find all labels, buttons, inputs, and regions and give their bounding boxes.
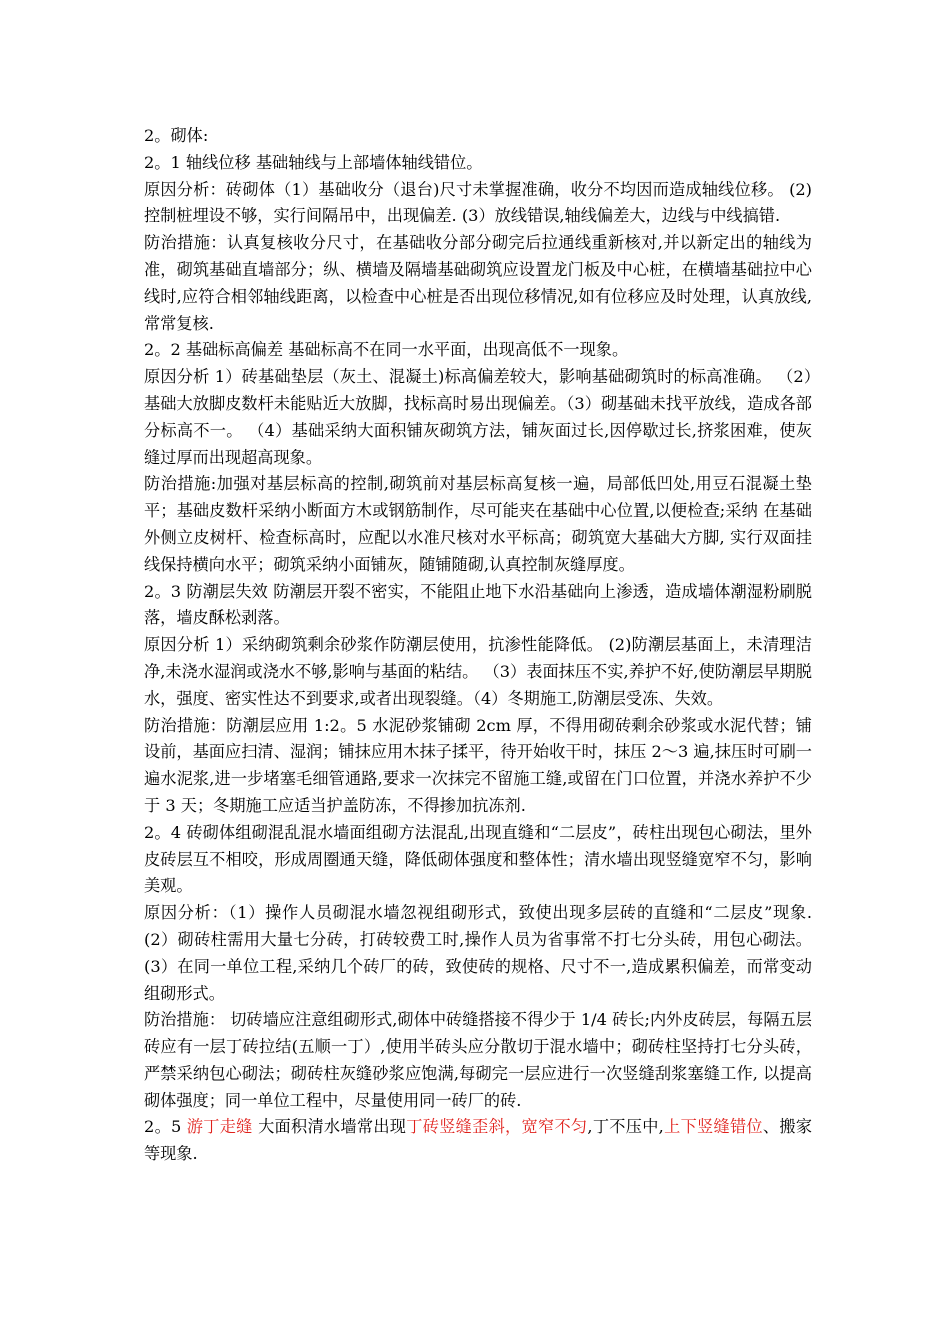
highlight-title: 游丁走缝 — [186, 1117, 253, 1137]
cause-analysis-bond: 原因分析：（1）操作人员砌混水墙忽视组砌形式，致使出现多层砖的直缝和“二层皮”现象. (2）砌砖柱需用大量七分砖，打砖较费工时,操作人员为省事常不打七分头砖，用包心砌法。(3）在同一单位工程,采纳几个砖厂的砖，致使砖的规格、尺寸不一,造成累积偏差，而常变动组砌形式。 — [144, 903, 812, 1003]
document-page — [144, 123, 812, 1168]
subsection-number: 2。5 — [144, 1117, 187, 1137]
highlight-phrase: 上下竖缝错位 — [663, 1117, 763, 1137]
subsection-dampproof-failure: 2。3 防潮层失效 防潮层开裂不密实，不能阻止地下水沿基础向上渗透，造成墙体潮湿粉刷脱落，墙皮酥松剥落。 — [144, 581, 812, 628]
subsection-elevation-deviation: 2。2 基础标高偏差 基础标高不在同一水平面，出现高低不一现象。 — [144, 340, 629, 360]
prevention-axis: 防治措施：认真复核收分尺寸，在基础收分部分砌完后拉通线重新核对,并以新定出的轴线为准，砌筑基础直墙部分；纵、横墙及隔墙基础砌筑应设置龙门板及中心桩，在横墙基础拉中心线时,应符合相邻轴线距离，以检查中心桩是否出现位移情况,如有位移应及时处理，认真放线,常常复核. — [144, 233, 812, 333]
text-segment: ,丁不压中, — [587, 1117, 664, 1137]
highlight-phrase: 丁砖竖缝歪斜，宽窄不匀 — [406, 1117, 588, 1137]
prevention-dampproof: 防治措施：防潮层应用 1:2。5 水泥砂浆铺砌 2cm 厚，不得用砌砖剩余砂浆或水泥代替；铺设前，基面应扫清、湿润；铺抹应用木抹子揉平，待开始收干时，抹压 2～3 遍,抹压时可刷一遍水泥浆,进一步堵塞毛细管通路,要求一次抹完不留施工缝,或留在门口位置，并浇水养护不少于 3 天；冬期施工应适当护盖防冻，不得掺加抗冻剂. — [144, 715, 812, 815]
prevention-elevation: 防治措施:加强对基层标高的控制,砌筑前对基层标高复核一遍，局部低凹处,用豆石混凝土垫 平；基础皮数杆采纳小断面方木或钢筋制作，尽可能夹在基础中心位置,以便检查;采纳 在基础外侧立皮树杆、检查标高时，应配以水准尺核对水平标高；砌筑宽大基础大方脚, 实行双面挂线保持横向水平；砌筑采纳小面铺灰，随铺随砌,认真控制灰缝厚度。 — [144, 474, 812, 574]
subsection-bond-disorder: 2。4 砖砌体组砌混乱混水墙面组砌方法混乱,出现直缝和“二层皮”，砖柱出现包心砌法，里外皮砖层互不相咬，形成周圈通天缝，降低砌体强度和整体性；清水墙出现竖缝宽窄不匀，影响美观。 — [144, 822, 812, 896]
subsection-header-joint-drift — [144, 1114, 812, 1168]
cause-analysis-dampproof: 原因分析 1）采纳砌筑剩余砂浆作防潮层使用，抗渗性能降低。 (2)防潮层基面上，未清理洁净,未浇水湿润或浇水不够,影响与基面的粘结。 （3）表面抹压不实,养护不好,使防潮层早期脱水，强度、密实性达不到要求,或者出现裂缝。（4）冬期施工,防潮层受冻、失效。 — [144, 635, 812, 708]
section-heading-masonry: 2。砌体: — [144, 126, 209, 145]
text-segment: 大面积清水墙常出现 — [252, 1117, 407, 1137]
cause-analysis-elevation: 原因分析 1）砖基础垫层（灰土、混凝土)标高偏差较大，影响基础砌筑时的标高准确。 （2）基础大放脚皮数杆未能贴近大放脚，找标高时易出现偏差。（3）砌基础未找平放线，造成各部分标高不一。 （4）基础采纳大面积铺灰砌筑方法，铺灰面过长,因停歇过长,挤浆困难，使灰缝过厚而出现超高现象。 — [144, 367, 812, 467]
text-segment: 、搬家等现象. — [144, 1117, 813, 1164]
cause-analysis-axis: 原因分析：砖砌体（1）基础收分（退台)尺寸未掌握准确，收分不均因而造成轴线位移。 (2)控制桩埋设不够，实行间隔吊中，出现偏差. (3）放线错误,轴线偏差大，边线与中线搞错. — [144, 179, 812, 226]
prevention-bond: 防治措施： 切砖墙应注意组砌形式,砌体中砖缝搭接不得少于 1/4 砖长;内外皮砖层，每隔五层砖应有一层丁砖拉结(五顺一丁）,使用半砖头应分散切于混水墙中；砌砖柱坚持打七分头砖， 严禁采纳包心砌法；砌砖柱灰缝砂浆应饱满,每砌完一层应进行一次竖缝刮浆塞缝工作, 以提高砌体强度；同一单位工程中，尽量使用同一砖厂的砖. — [144, 1010, 812, 1110]
subsection-axis-offset: 2。1 轴线位移 基础轴线与上部墙体轴线错位。 — [144, 152, 483, 172]
